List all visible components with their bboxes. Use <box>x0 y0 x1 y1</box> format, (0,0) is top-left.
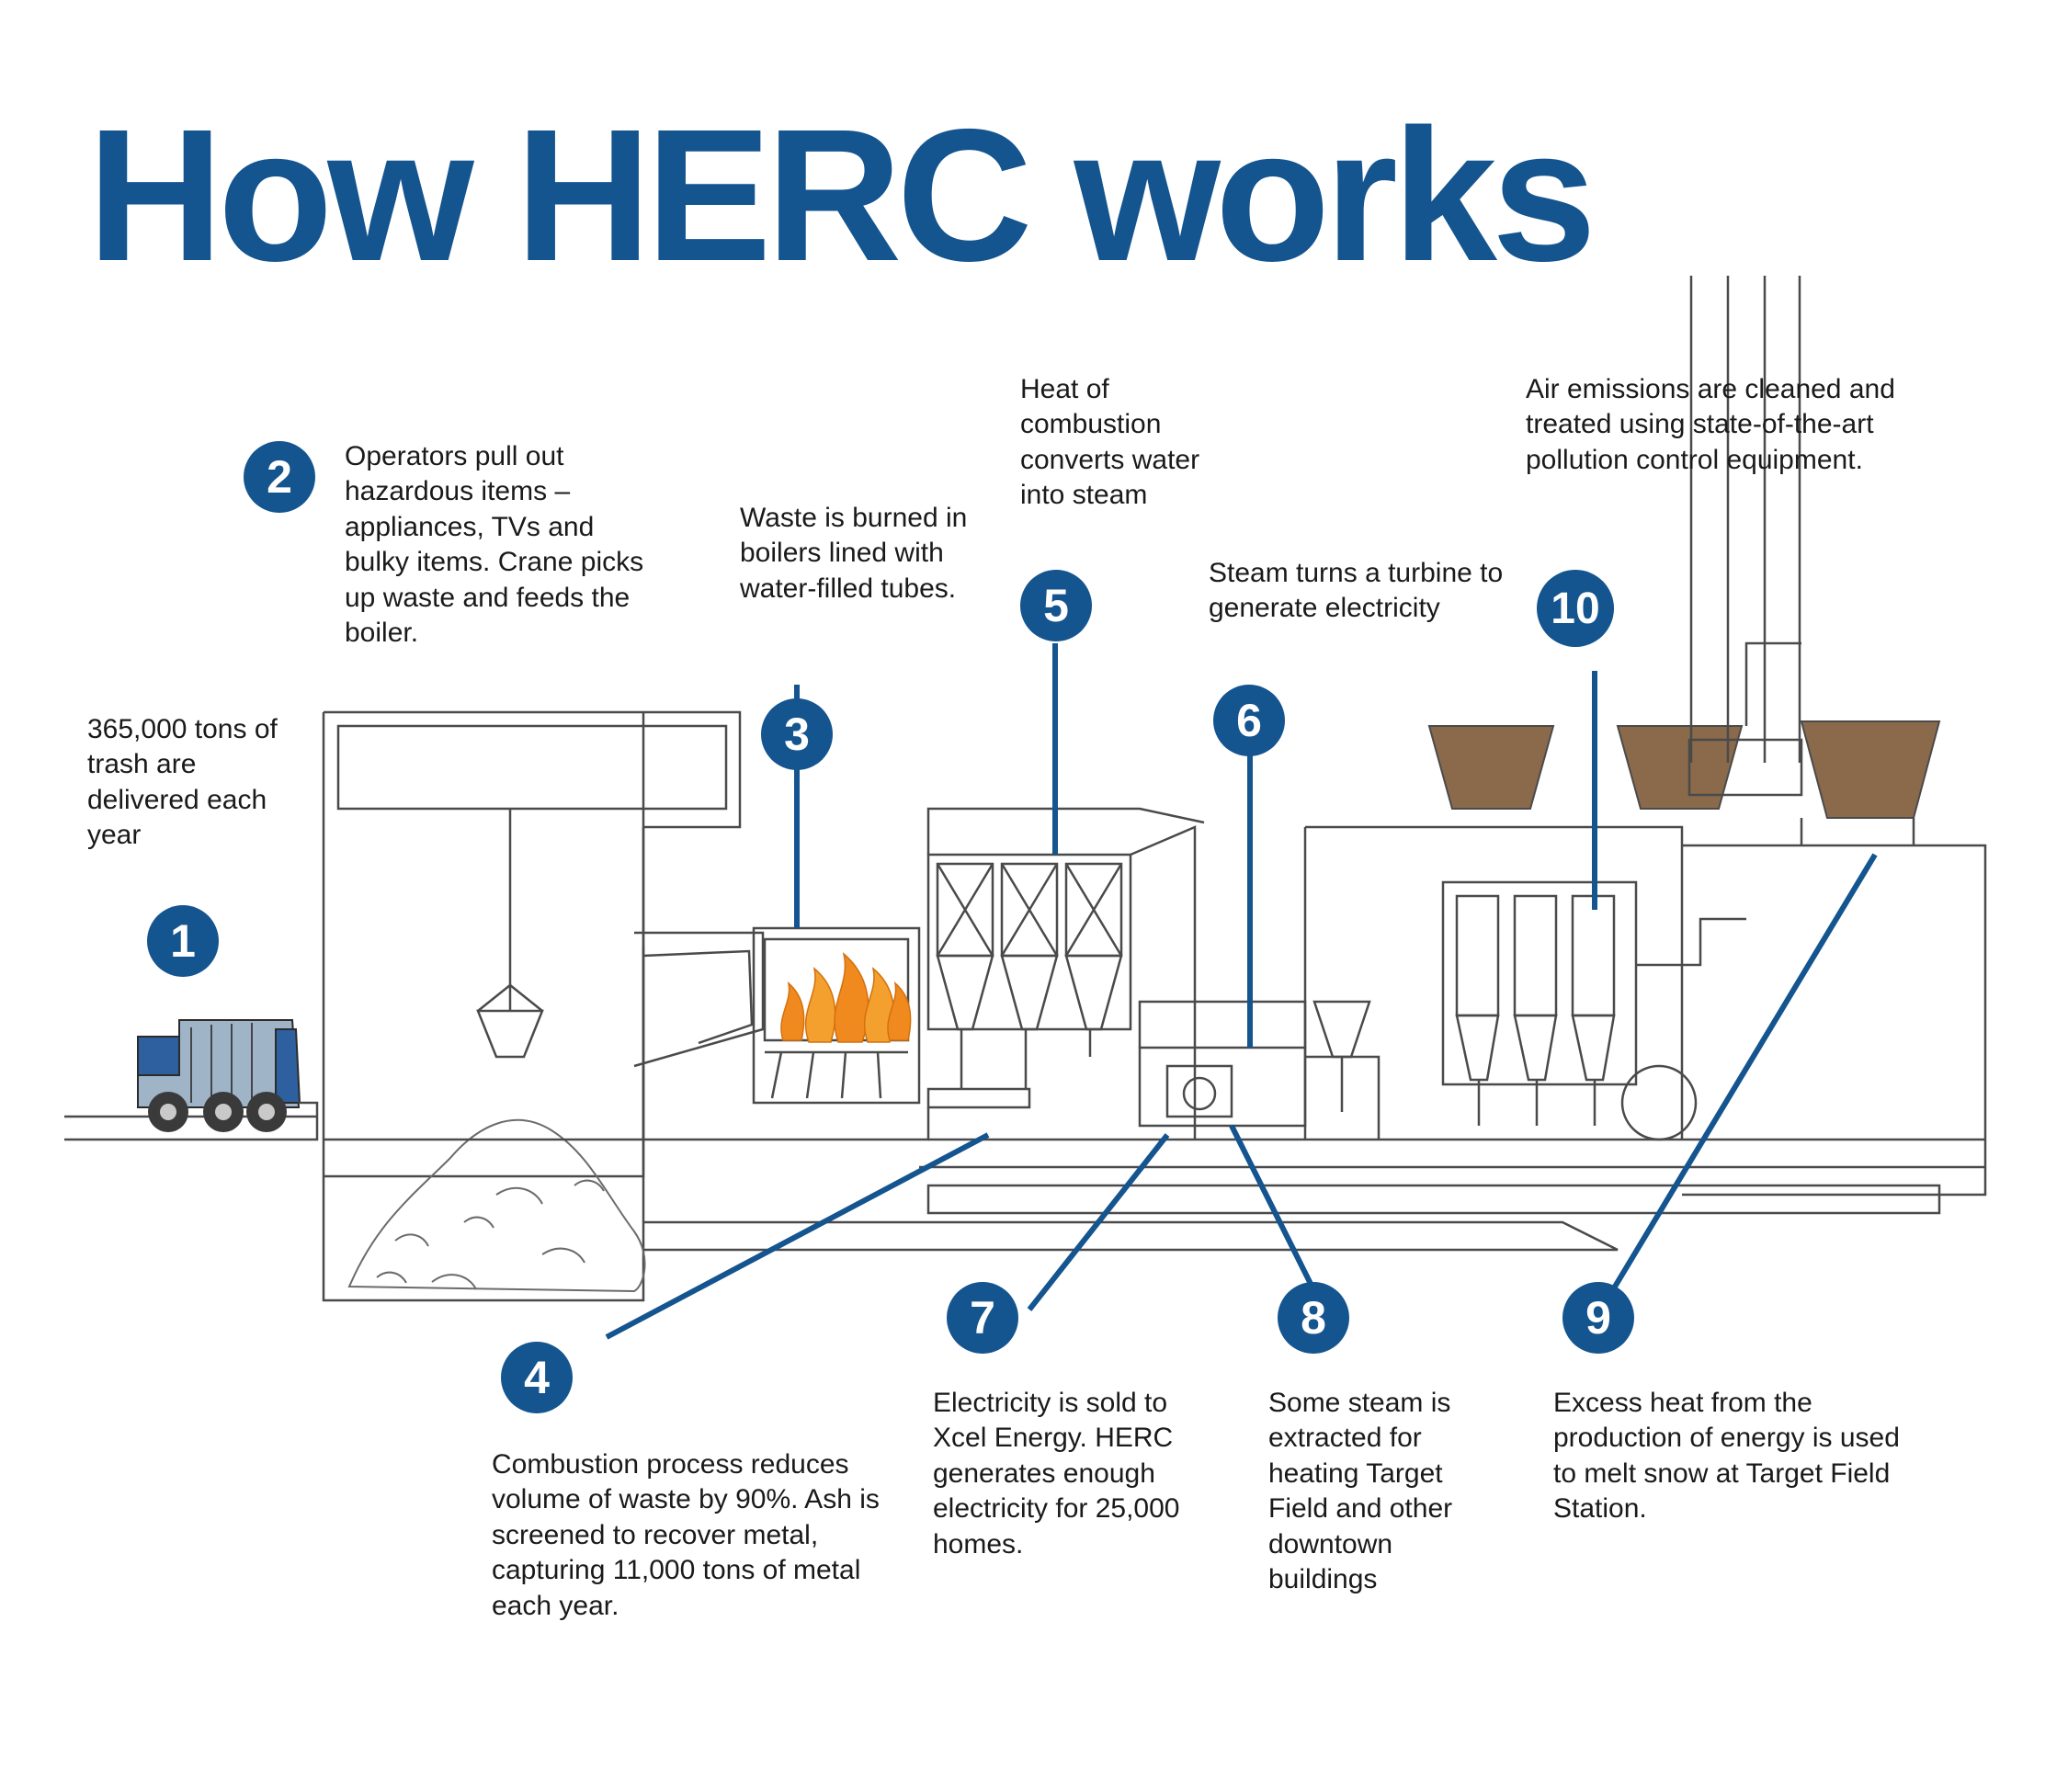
turbine-right <box>1305 1057 1379 1140</box>
pit-roof-panel <box>338 726 726 809</box>
step-badge-4[interactable]: 4 <box>501 1342 573 1413</box>
feed-chute-inner <box>643 951 752 1043</box>
crane-grapple-top <box>478 985 542 1011</box>
step-badge-3[interactable]: 3 <box>761 698 833 770</box>
flame-icon <box>781 954 911 1042</box>
callout-3-text: Waste is burned in boilers lined with water-filled tubes. <box>740 503 968 604</box>
callout-5-text: Heat of combustion converts water into steam <box>1020 374 1200 511</box>
plant-floor-1 <box>643 1107 928 1140</box>
boiler-chamber <box>754 928 919 1103</box>
step-badge-10[interactable]: 10 <box>1537 570 1614 647</box>
steam-duct <box>928 1089 1029 1107</box>
brown-hopper-1 <box>1429 726 1553 809</box>
steam-section <box>928 855 1131 1029</box>
baghouse-shell <box>1305 827 1682 1140</box>
hopper3-legs <box>1801 818 1914 845</box>
steam-roof <box>928 809 1204 855</box>
hopper-a <box>937 956 993 1029</box>
waste-pit <box>324 712 643 1300</box>
step-badge-9[interactable]: 9 <box>1562 1282 1634 1354</box>
callout-8-text: Some steam is extracted for heating Target Field and other downtown buildings <box>1268 1388 1453 1594</box>
feed-chute <box>634 933 763 1066</box>
baghouse-body <box>1443 882 1636 1084</box>
boiler-window <box>765 939 908 1040</box>
turbine-rotor <box>1184 1078 1215 1109</box>
plant-left-wall <box>324 947 643 1140</box>
bag-hopper-2 <box>1515 1015 1556 1080</box>
steam-panel-2-x <box>1002 864 1057 956</box>
leader-4 <box>607 1135 988 1337</box>
bag-panel-1 <box>1457 896 1498 1015</box>
hopper-legs <box>961 1029 1090 1089</box>
bag-panel-2 <box>1515 896 1556 1015</box>
fan-circle <box>1622 1066 1696 1140</box>
turbine-roof <box>1140 1002 1305 1048</box>
callout-2-text: Operators pull out hazardous items – appliances, TVs and bulky items. Crane picks up waste and feeds the boiler. <box>345 441 644 648</box>
page-title: How HERC works <box>87 90 1591 301</box>
steam-panel-1-x <box>937 864 993 956</box>
callout-7-text: Electricity is sold to Xcel Energy. HERC generates enough electricity for 25,000 homes. <box>933 1388 1180 1559</box>
callout-4-text: Combustion process reduces volume of waste by 90%. Ash is screened to recover metal, capturing 11,000 tons of metal each year. <box>492 1449 880 1621</box>
step-badge-1[interactable]: 1 <box>147 905 219 977</box>
steam-right-wall <box>1131 827 1195 1140</box>
bag-hopper-3 <box>1573 1015 1614 1080</box>
conveyor-band <box>928 1185 1939 1213</box>
leader-9 <box>1604 855 1875 1305</box>
brown-hopper-2 <box>1618 726 1742 809</box>
steam-panel-1 <box>937 864 993 956</box>
step-badge-5[interactable]: 5 <box>1020 570 1092 641</box>
steam-panel-3-x <box>1066 864 1121 956</box>
step-badge-2[interactable]: 2 <box>244 441 315 513</box>
step-badge-7[interactable]: 7 <box>947 1282 1018 1354</box>
callout-6-text: Steam turns a turbine to generate electricity <box>1209 558 1504 624</box>
step-badge-6[interactable]: 6 <box>1213 685 1285 756</box>
hopper-c <box>1066 956 1121 1029</box>
truck-ramp <box>64 1103 317 1140</box>
bag-hopper-1 <box>1457 1015 1498 1080</box>
pit-top-beam <box>324 712 740 827</box>
step-badge-8[interactable]: 8 <box>1278 1282 1349 1354</box>
hopper-b <box>1002 956 1057 1029</box>
garbage-truck-icon <box>138 1020 300 1132</box>
pit-inner-ledge <box>324 827 643 1176</box>
callout-9-text: Excess heat from the production of energy is used to melt snow at Target Field Station. <box>1553 1388 1900 1525</box>
steam-panel-3 <box>1066 864 1121 956</box>
small-hopper <box>1314 1002 1369 1057</box>
turbine-box <box>1167 1066 1232 1117</box>
plant-base <box>643 1222 1618 1250</box>
callout-1-text: 365,000 tons of trash are delivered each year <box>87 714 278 851</box>
grate-teeth <box>772 1052 881 1098</box>
brown-hopper-3 <box>1801 721 1939 818</box>
right-building <box>1682 845 1985 1195</box>
steam-panel-2 <box>1002 864 1057 956</box>
callout-10-text: Air emissions are cleaned and treated using state-of-the-art pollution control equipment. <box>1526 374 1895 475</box>
bag-hopper-legs <box>1479 1080 1595 1126</box>
crane-grapple-icon <box>478 1011 542 1057</box>
leader-7 <box>1029 1135 1167 1310</box>
turbine-house <box>1140 1048 1305 1126</box>
bag-panel-3 <box>1573 896 1614 1015</box>
stack-collar <box>1689 740 1801 795</box>
stack-crossover <box>1746 643 1801 726</box>
duct-to-stack <box>1636 919 1746 965</box>
ash-pile-icon <box>349 1120 645 1291</box>
